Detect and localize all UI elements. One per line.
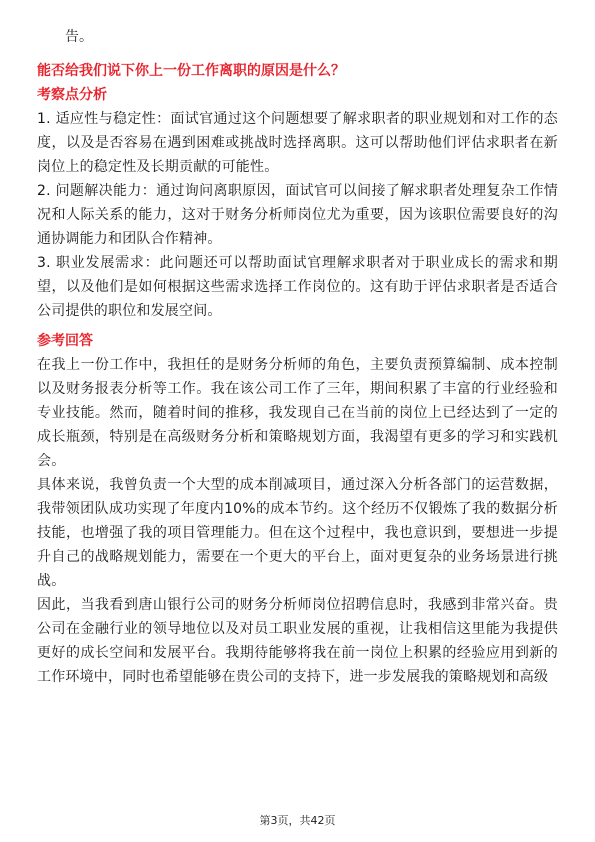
- analysis-item-1: 1. 适应性与稳定性：面试官通过这个问题想要了解求职者的职业规划和对工作的态度，以及是否容易在遇到困难或挑战时选择离职。这可以帮助他们评估求职者在新岗位上的稳定性及长期贡献的可能性。: [37, 111, 558, 175]
- reference-paragraph-2: 具体来说，我曾负责一个大型的成本削减项目，通过深入分析各部门的运营数据，我带领团队成功实现了年度内10%的成本节约。这个经历不仅锻炼了我的数据分析技能，也增强了我的项目管理能力。但在这个过程中，我也意识到，要想进一步提升自己的战略规划能力，需要在一个更大的平台上，面对更复杂的业务场景进行挑战。: [37, 477, 558, 589]
- reference-paragraph-3: 因此，当我看到唐山银行公司的财务分析师岗位招聘信息时，我感到非常兴奋。贵公司在金融行业的领导地位以及对员工职业发展的重视，让我相信这里能为我提供更好的成长空间和发展平台。我期待能够将我在前一岗位上积累的经验应用到新的工作环境中，同时也希望能够在贵公司的支持下，进一步发展我的策略规划和高级: [37, 597, 558, 685]
- question-heading: 能否给我们说下你上一份工作离职的原因是什么？: [37, 63, 345, 79]
- analysis-heading: 考察点分析: [37, 87, 107, 103]
- continuation-text: 告。: [65, 29, 93, 45]
- page-number-footer: 第3页，共42页: [259, 814, 336, 827]
- reference-heading: 参考回答: [37, 333, 93, 349]
- analysis-item-2: 2. 问题解决能力：通过询问离职原因，面试官可以间接了解求职者处理复杂工作情况和人际关系的能力，这对于财务分析师岗位尤为重要，因为该职位需要良好的沟通协调能力和团队合作精神。: [37, 183, 558, 247]
- reference-paragraph-1: 在我上一份工作中，我担任的是财务分析师的角色，主要负责预算编制、成本控制以及财务报表分析等工作。我在该公司工作了三年，期间积累了丰富的行业经验和专业技能。然而，随着时间的推移，我发现自己在当前的岗位上已经达到了一定的成长瓶颈，特别是在高级财务分析和策略规划方面，我渴望有更多的学习和实践机会。: [37, 357, 558, 469]
- page-content: [37, 25, 558, 689]
- analysis-item-3: 3. 职业发展需求：此问题还可以帮助面试官理解求职者对于职业成长的需求和期望，以及他们是如何根据这些需求选择工作岗位的。这有助于评估求职者是否适合公司提供的职位和发展空间。: [37, 255, 558, 319]
